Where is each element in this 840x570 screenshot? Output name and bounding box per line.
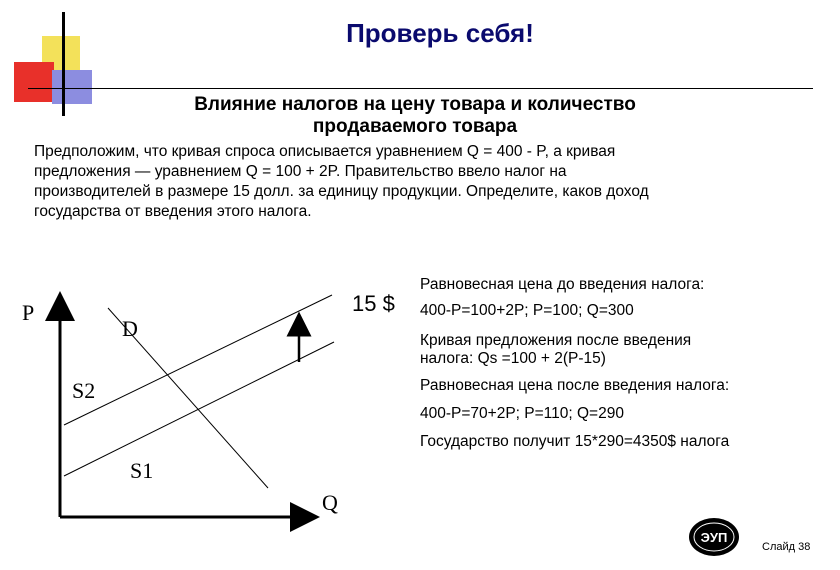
axis-label-q: Q xyxy=(322,490,338,515)
supply-curve-s2 xyxy=(64,295,332,425)
problem-line: Предположим, что кривая спроса описывается уравнением Q = 400 - P, а кривая xyxy=(34,143,616,160)
solution-line: Государство получит 15*290=4350$ налога xyxy=(420,433,730,450)
solution-line: Равновесная цена после введения налога: xyxy=(420,377,730,394)
subtitle-line: продаваемого товара xyxy=(312,116,518,137)
slide-number: Слайд 38 xyxy=(762,541,811,553)
problem-line: предложения — уравнением Q = 100 + 2P. Правительство ввело налог на xyxy=(34,163,567,180)
solution-line: Кривая предложения после введения xyxy=(420,332,692,349)
subtitle-line: Влияние налогов на цену товара и количество xyxy=(194,94,636,115)
problem-line: государства от введения этого налога. xyxy=(34,203,312,220)
supply-label-s1: S1 xyxy=(130,458,154,483)
demand-label: D xyxy=(122,316,138,341)
logo-text: ЭУП xyxy=(700,530,728,545)
solution-line: налога: Qs =100 + 2(P-15) xyxy=(420,350,606,367)
supply-label-s2: S2 xyxy=(72,378,96,403)
solution-line: Равновесная цена до введения налога: xyxy=(420,276,705,293)
tax-amount-label: 15 $ xyxy=(352,291,395,316)
solution-line: 400-P=100+2P; P=100; Q=300 xyxy=(420,302,634,319)
solution-line: 400-P=70+2P; P=110; Q=290 xyxy=(420,405,624,422)
slide-title: Проверь себя! xyxy=(346,18,534,48)
axis-label-p: P xyxy=(22,300,35,325)
supply-curve-s1 xyxy=(64,342,334,476)
department-logo xyxy=(688,517,740,557)
problem-line: производителей в размере 15 долл. за единицу продукции. Определите, каков доход xyxy=(34,183,649,200)
